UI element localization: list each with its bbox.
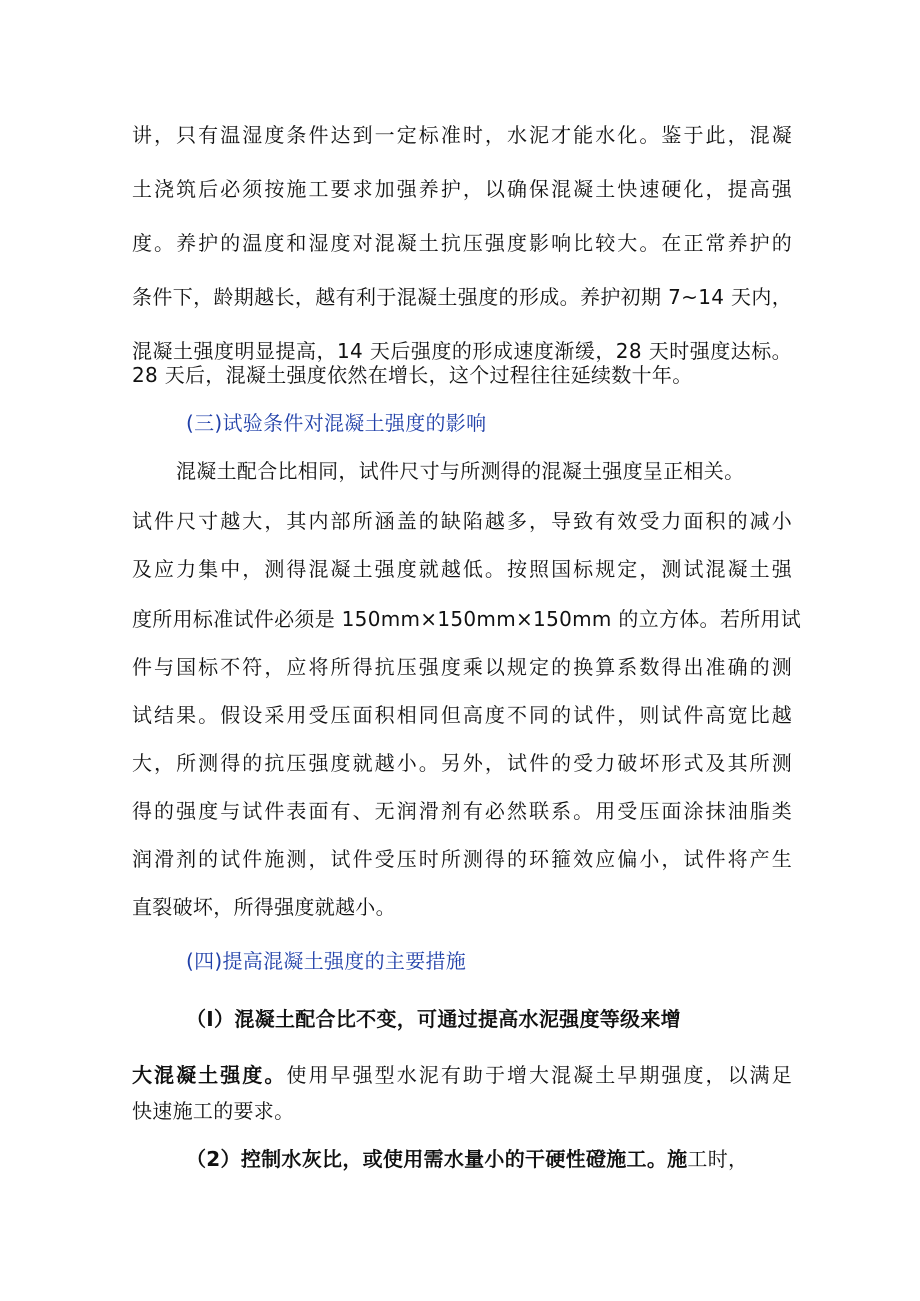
item-1-body-text: 使用早强型水泥有助于增大混凝土早期强度，以满足 [286,1063,792,1087]
paragraph-line: 28 天后，混凝土强度依然在增长，这个过程往往延续数十年。 [132,363,693,387]
section-heading-3: (三)试验条件对混凝土强度的影响 [186,411,487,435]
item-1-lead: （I）混凝土配合比不变，可通过提高水泥强度等级来增 [186,1007,681,1031]
item-1-line-3: 快速施工的要求。 [132,1099,295,1123]
paragraph-line: 试件尺寸越大，其内部所涵盖的缺陷越多，导致有效受力面积的减小 [132,509,792,533]
section-heading-4: (四)提高混凝土强度的主要措施 [186,949,467,973]
paragraph-line: 得的强度与试件表面有、无润滑剂有必然联系。用受压面涂抹油脂类 [132,799,792,823]
paragraph-line: 混凝土强度明显提高，14 天后强度的形成速度渐缓，28 天时强度达标。 [132,339,792,363]
paragraph-line: 试结果。假设采用受压面积相同但高度不同的试件，则试件高宽比越 [132,703,792,727]
paragraph-line: 土浇筑后必须按施工要求加强养护，以确保混凝土快速硬化，提高强 [132,177,792,201]
paragraph-line: 度。养护的温度和湿度对混凝土抗压强度影响比较大。在正常养护的 [132,231,792,255]
item-2-body-text: 工时， [687,1147,749,1171]
paragraph-line: 条件下，龄期越长，越有利于混凝土强度的形成。养护初期 7~14 天内， [132,285,792,309]
item-2-line [186,1146,748,1172]
paragraph-line: 及应力集中，测得混凝土强度就越低。按照国标规定，测试混凝土强 [132,557,792,581]
item-1-bold-text: 大混凝土强度。 [132,1063,287,1087]
paragraph-line: 大，所测得的抗压强度就越小。另外，试件的受力破坏形式及其所测 [132,751,792,775]
paragraph-line: 讲，只有温湿度条件达到一定标准时，水泥才能水化。鉴于此，混凝 [132,123,792,147]
paragraph-line: 直裂破坏，所得强度就越小。 [132,895,396,919]
paragraph-line: 润滑剂的试件施测，试件受压时所测得的环箍效应偏小，试件将产生 [132,847,792,871]
item-2-bold-text: （2）控制水灰比，或使用需水量小的干硬性磴施工。施 [186,1147,688,1171]
paragraph-line: 件与国标不符，应将所得抗压强度乘以规定的换算系数得出准确的测 [132,655,792,679]
paragraph-line: 混凝土配合比相同，试件尺寸与所测得的混凝土强度呈正相关。 [176,459,745,483]
item-1-line-2 [132,1062,792,1088]
paragraph-line: 度所用标准试件必须是 150mm×150mm×150mm 的立方体。若所用试 [132,607,802,631]
